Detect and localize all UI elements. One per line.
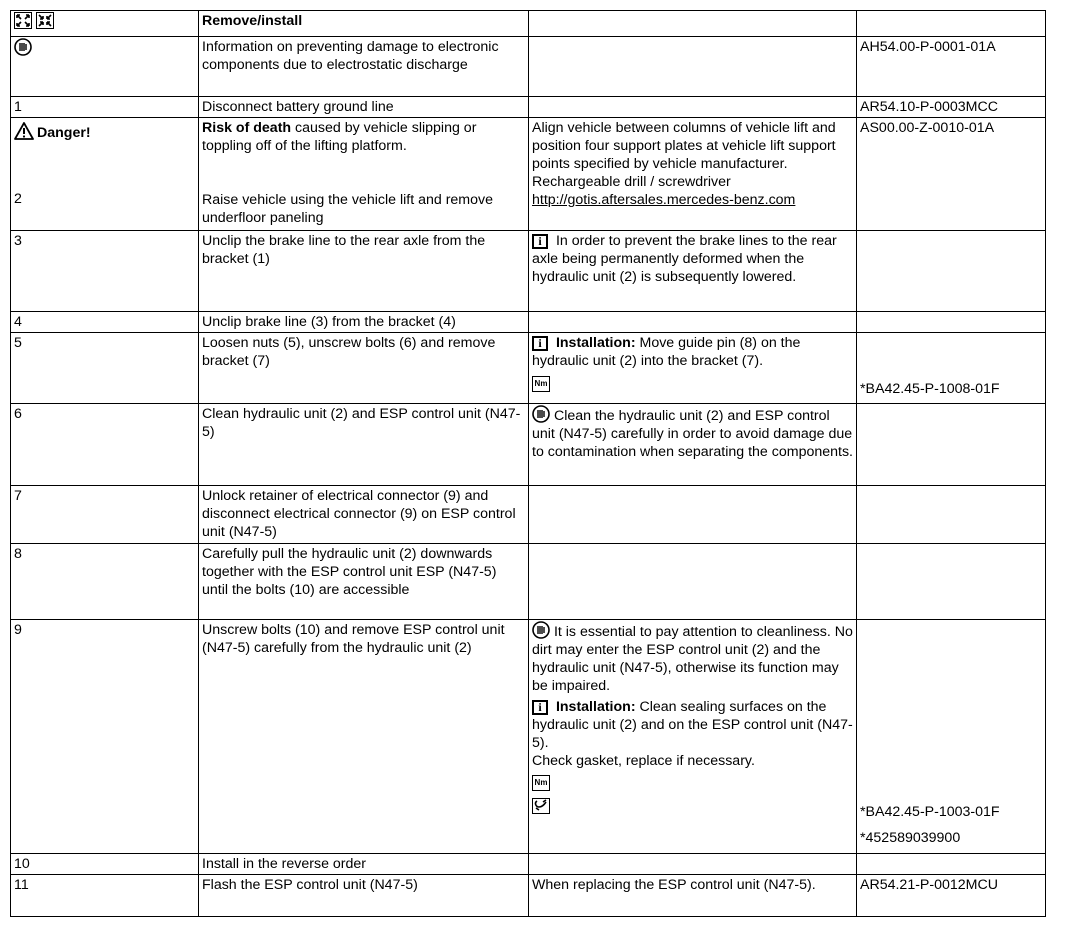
step-note: Clean the hydraulic unit (2) and ESP control unit (N47-5) carefully in order to avoid damage due to contamination when separating the components. [532, 408, 853, 460]
step-note: When replacing the ESP control unit (N47-5). [529, 875, 857, 917]
step-note-cleanliness: It is essential to pay attention to cleanliness. No dirt may enter the ESP control unit (2) and the hydraulic unit (N47-5), otherwise its function may be impaired. [532, 624, 853, 694]
info-icon: i [532, 234, 548, 249]
step-description: Loosen nuts (5), unscrew bolts (6) and remove bracket (7) [199, 333, 529, 404]
step-note: In order to prevent the brake lines to the rear axle being permanently deformed when the hydraulic unit (2) is subsequently lowered. [532, 233, 837, 285]
step-number: 4 [11, 312, 199, 333]
row-danger-step-2 [11, 118, 1046, 231]
row-step-11 [11, 875, 1046, 917]
step-number: 1 [11, 97, 199, 118]
special-tool-icon[interactable] [532, 798, 550, 814]
danger-note: Align vehicle between columns of vehicle lift and position four support plates at vehicle lift support points specified by vehicle manufacturer. [532, 120, 836, 172]
header-empty-3 [529, 11, 857, 37]
header-empty-4 [857, 11, 1046, 37]
danger-reference-link[interactable]: AS00.00-Z-0010-01A [857, 118, 1046, 231]
row-esd [11, 37, 1046, 97]
danger-title: Risk of death [202, 120, 292, 136]
tool-note: Rechargeable drill / screwdriver [532, 174, 731, 190]
step-number: 3 [11, 231, 199, 312]
esd-reference-link[interactable]: AH54.00-P-0001-01A [857, 37, 1046, 97]
step-number: 10 [11, 854, 199, 875]
danger-triangle-icon [14, 122, 34, 140]
danger-description: caused by vehicle slipping or toppling off of the lifting platform. [202, 120, 477, 154]
esd-warning-icon [14, 38, 32, 56]
step-number: 5 [11, 333, 199, 404]
step-description: Unclip the brake line to the rear axle from the bracket (1) [199, 231, 529, 312]
step-number: 7 [11, 486, 199, 544]
caution-icon [532, 405, 550, 423]
step-number: 8 [11, 544, 199, 620]
step-description: Carefully pull the hydraulic unit (2) downwards together with the ESP control unit ESP (N47-5) until the bolts (10) are accessible [199, 544, 529, 620]
torque-reference-link[interactable]: *BA42.45-P-1008-01F [860, 381, 1000, 397]
info-icon: i [532, 700, 548, 715]
step-number: 11 [11, 875, 199, 917]
row-step-3 [11, 231, 1046, 312]
expand-icon[interactable] [14, 12, 32, 34]
gotis-link[interactable]: http://gotis.aftersales.mercedes-benz.com [532, 192, 796, 208]
step-number: 6 [11, 404, 199, 486]
step-description: Unscrew bolts (10) and remove ESP control unit (N47-5) carefully from the hydraulic unit (2) [199, 620, 529, 854]
collapse-icon[interactable] [36, 12, 54, 34]
step-description: Clean hydraulic unit (2) and ESP control unit (N47-5) [199, 404, 529, 486]
esd-description: Information on preventing damage to electronic components due to electrostatic discharge [199, 37, 529, 97]
tool-reference-link[interactable]: *452589039900 [860, 830, 961, 846]
step-description: Install in the reverse order [199, 854, 529, 875]
torque-icon[interactable]: Nm [532, 376, 550, 392]
row-step-10 [11, 854, 1046, 875]
step-description: Flash the ESP control unit (N47-5) [199, 875, 529, 917]
info-icon: i [532, 336, 548, 351]
step-note-installation: Clean sealing surfaces on the hydraulic unit (2) and on the ESP control unit (N47-5). [532, 699, 853, 751]
step-number: 2 [14, 191, 22, 207]
torque-icon[interactable]: Nm [532, 775, 550, 791]
step-note: Move guide pin (8) on the hydraulic unit (2) into the bracket (7). [532, 335, 801, 369]
row-step-5 [11, 333, 1046, 404]
danger-label: Danger! [37, 125, 91, 141]
step-description: Raise vehicle using the vehicle lift and remove underfloor paneling [202, 192, 493, 226]
header-icons-cell [11, 11, 199, 37]
row-step-9 [11, 620, 1046, 854]
row-step-7 [11, 486, 1046, 544]
row-step-6 [11, 404, 1046, 486]
step-description: Disconnect battery ground line [199, 97, 529, 118]
torque-reference-link[interactable]: *BA42.45-P-1003-01F [860, 804, 1000, 820]
caution-icon [532, 621, 550, 639]
installation-label: Installation: [552, 699, 636, 715]
header-row [11, 11, 1046, 37]
step-description: Unclip brake line (3) from the bracket (4) [199, 312, 529, 333]
step-reference-link[interactable]: AR54.21-P-0012MCU [857, 875, 1046, 917]
step-note-gasket: Check gasket, replace if necessary. [532, 753, 755, 769]
header-title: Remove/install [199, 11, 529, 37]
installation-label: Installation: [552, 335, 636, 351]
step-description: Unlock retainer of electrical connector (9) and disconnect electrical connector (9) on ESP control unit (N47-5) [199, 486, 529, 544]
row-step-8 [11, 544, 1046, 620]
procedure-table [10, 10, 1046, 917]
step-reference-link[interactable]: AR54.10-P-0003MCC [857, 97, 1046, 118]
row-step-4 [11, 312, 1046, 333]
step-number: 9 [11, 620, 199, 854]
row-step-1 [11, 97, 1046, 118]
